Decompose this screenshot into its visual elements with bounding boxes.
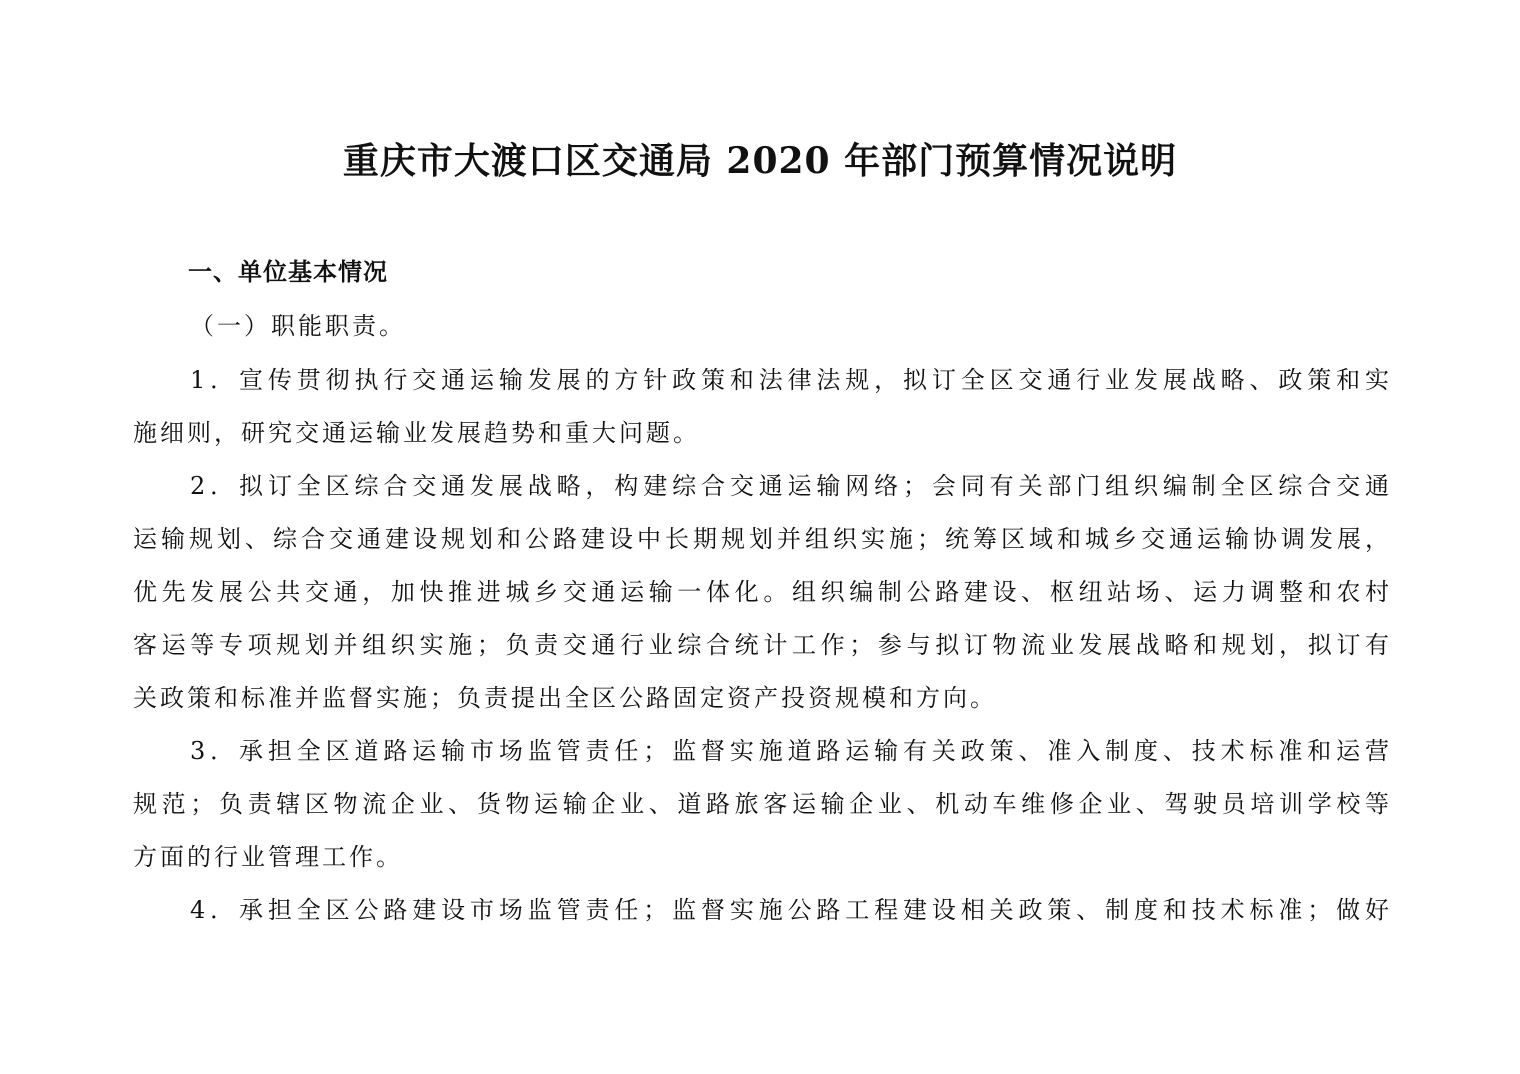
- paragraph-1-line-2: 施细则，研究交通运输业发展趋势和重大问题。: [133, 419, 700, 447]
- paragraph-3-line-1: 3．承担全区道路运输市场监管责任；监督实施道路运输有关政策、准入制度、技术标准和运营: [190, 737, 1389, 765]
- paragraph-1-line-1: 1．宣传贯彻执行交通运输发展的方针政策和法律法规，拟订全区交通行业发展战略、政策和实: [190, 366, 1389, 394]
- paragraph-2-line-1: 2．拟订全区综合交通发展战略，构建综合交通运输网络；会同有关部门组织编制全区综合交通: [190, 472, 1389, 500]
- document-title: 重庆市大渡口区交通局 2020 年部门预算情况说明: [342, 140, 1178, 182]
- paragraph-2-line-5: 关政策和标准并监督实施；负责提出全区公路固定资产投资规模和方向。: [133, 684, 997, 712]
- section-heading-basic-info: 一、单位基本情况: [188, 258, 388, 286]
- paragraph-2-line-3: 优先发展公共交通，加快推进城乡交通运输一体化。组织编制公路建设、枢纽站场、运力调整和农村: [133, 578, 1389, 606]
- paragraph-3-line-2: 规范；负责辖区物流企业、货物运输企业、道路旅客运输企业、机动车维修企业、驾驶员培训学校等: [133, 790, 1389, 818]
- paragraph-4-line-1: 4．承担全区公路建设市场监管责任；监督实施公路工程建设相关政策、制度和技术标准；做好: [190, 896, 1389, 924]
- subsection-heading-duties: （一）职能职责。: [190, 312, 406, 340]
- paragraph-2-line-4: 客运等专项规划并组织实施；负责交通行业综合统计工作；参与拟订物流业发展战略和规划，拟订有: [133, 631, 1389, 659]
- paragraph-2-line-2: 运输规划、综合交通建设规划和公路建设中长期规划并组织实施；统筹区域和城乡交通运输协调发展，: [133, 525, 1389, 553]
- paragraph-3-line-3: 方面的行业管理工作。: [133, 843, 403, 871]
